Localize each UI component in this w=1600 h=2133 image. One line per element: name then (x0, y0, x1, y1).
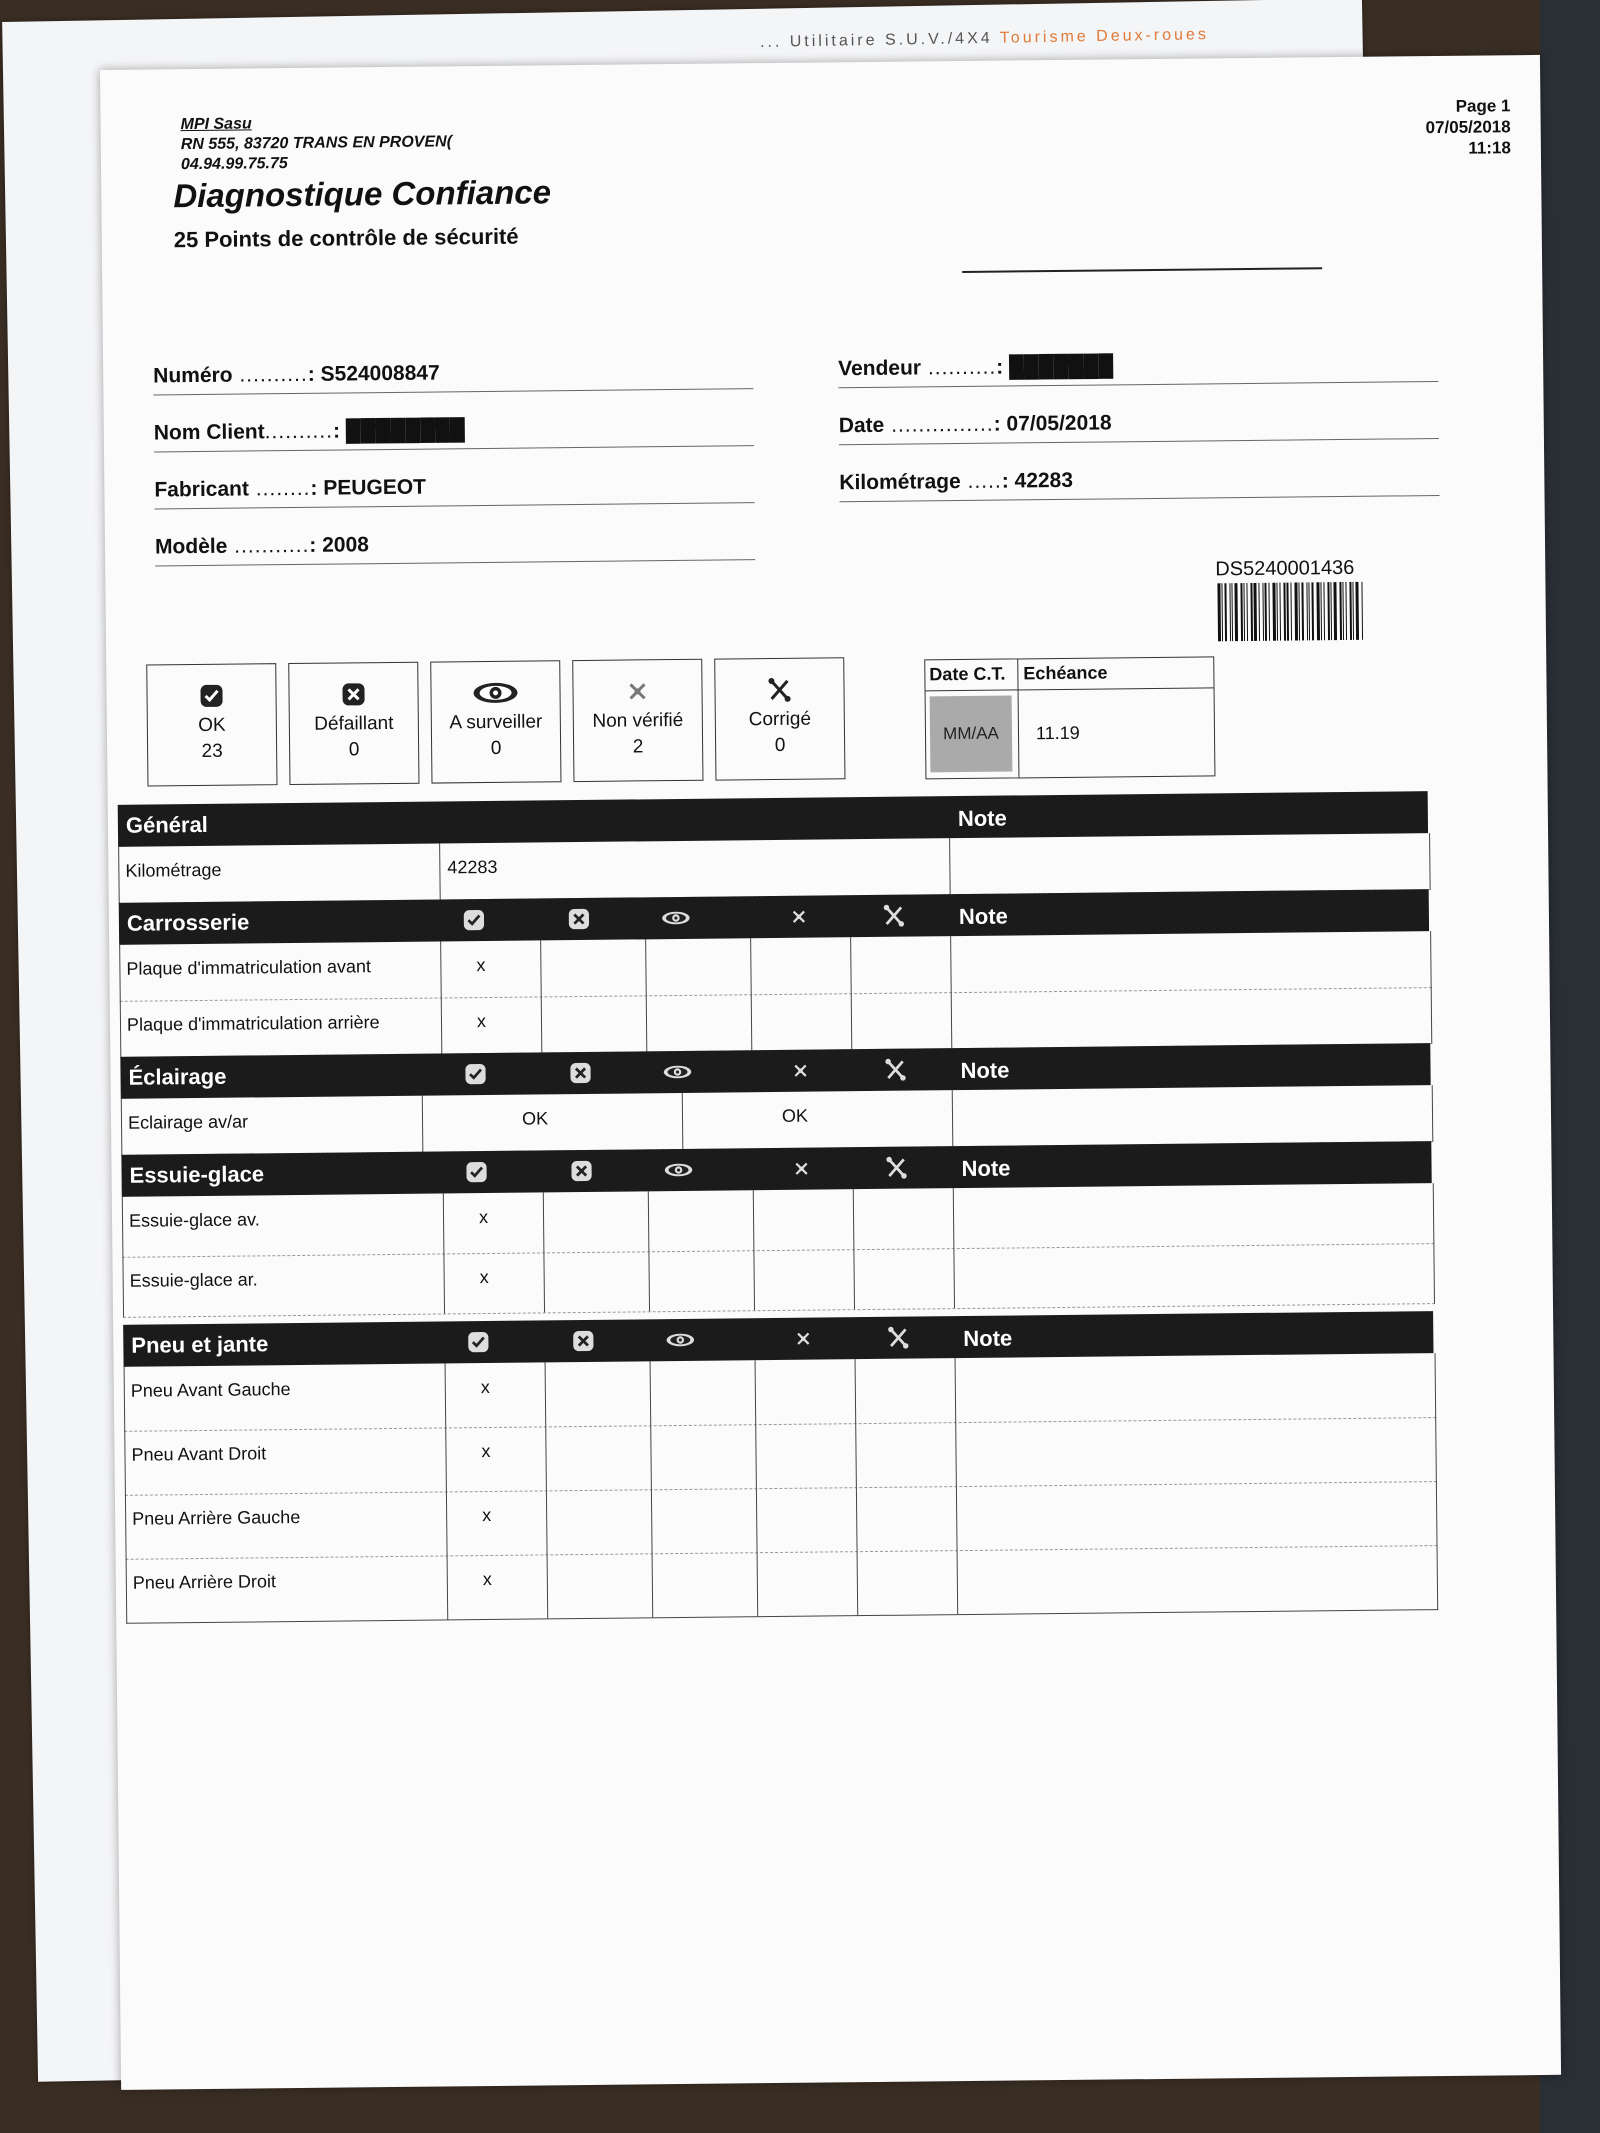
column-divider (957, 1550, 959, 1614)
column-divider (646, 995, 648, 1051)
column-divider (648, 1251, 650, 1311)
barcode-bar (1352, 582, 1354, 640)
field-fabricant: Fabricant ........: PEUGEOT (154, 472, 754, 509)
barcode-bar (1308, 582, 1310, 640)
table-row: Essuie-glace av. x (122, 1183, 1435, 1258)
table-row: Pneu Arrière Gauche x (125, 1481, 1438, 1560)
section-general-header: Général Note (118, 791, 1428, 847)
barcode-bar (1268, 583, 1270, 641)
barcode-bar (1276, 583, 1278, 641)
column-divider (440, 941, 442, 997)
barcode-bar (1298, 582, 1300, 640)
wrench-icon (881, 1157, 911, 1179)
column-divider (955, 1358, 957, 1422)
section-carrosserie-header: Carrosserie Note (119, 889, 1429, 945)
barcode-bar (1294, 582, 1298, 640)
barcode-bar (1290, 583, 1292, 641)
table-row: Pneu Avant Droit x (124, 1417, 1437, 1496)
barcode-bar (1345, 582, 1347, 640)
barcode-bar (1333, 582, 1337, 640)
not-checked-icon (625, 679, 649, 703)
underlying-form-header: ... Utilitaire S.U.V./4X4 Tourisme Deux-roues (759, 26, 1210, 51)
check-icon (461, 1161, 491, 1183)
column-divider (445, 1363, 447, 1427)
column-divider (950, 936, 952, 992)
column-divider (757, 1552, 759, 1616)
section-essuie-glace-header: Essuie-glace Note (121, 1141, 1431, 1197)
barcode-bar (1224, 583, 1227, 641)
barcode-bar (1272, 583, 1276, 641)
column-divider (955, 1422, 957, 1486)
barcode-bar (1316, 582, 1320, 640)
barcode-bar (1234, 583, 1238, 641)
column-divider (755, 1360, 757, 1424)
cross-icon (568, 1330, 598, 1352)
page-subtitle: 25 Points de contrôle de sécurité (173, 223, 519, 253)
barcode-bar (1221, 583, 1223, 641)
eye-icon (471, 681, 519, 706)
column-divider (750, 938, 752, 994)
column-divider (650, 1361, 652, 1425)
barcode-bar (1320, 582, 1322, 640)
column-divider (446, 1491, 448, 1555)
ct-sticker: MM/AA (930, 695, 1013, 772)
column-divider (853, 1189, 855, 1249)
wrench-icon (883, 1327, 913, 1349)
column-divider (851, 993, 853, 1049)
barcode-bar (1279, 583, 1281, 641)
barcode-bar (1286, 583, 1289, 641)
barcode-bar (1246, 583, 1248, 641)
summary-a-surveiller: A surveiller 0 (430, 660, 561, 783)
column-divider (540, 940, 542, 996)
cross-icon (566, 1160, 596, 1182)
column-divider (545, 1362, 547, 1426)
barcode-bar (1264, 583, 1267, 641)
column-divider (756, 1488, 758, 1552)
barcode-bar (1301, 582, 1304, 640)
column-divider (853, 1249, 855, 1309)
table-row: Pneu Arrière Droit x (126, 1545, 1439, 1624)
column-divider (443, 1193, 445, 1253)
page-number: Page 1 (1455, 96, 1511, 116)
wrench-icon (880, 1059, 910, 1081)
summary-corrige: Corrigé 0 (714, 657, 845, 780)
check-icon (463, 1331, 493, 1353)
controle-technique-box (924, 656, 1215, 779)
barcode-bar (1355, 582, 1359, 640)
ct-echeance-label: Echéance (1023, 662, 1108, 684)
column-divider (855, 1359, 857, 1423)
field-modele: Modèle ...........: 2008 (155, 529, 755, 566)
table-row: Kilométrage 42283 (118, 833, 1431, 904)
check-icon (459, 909, 489, 931)
eye-icon (663, 1159, 693, 1181)
column-divider (850, 937, 852, 993)
column-divider (753, 1250, 755, 1310)
not-checked-icon (788, 1328, 818, 1350)
page-title: Diagnostique Confiance (173, 173, 552, 215)
barcode (1217, 581, 1408, 641)
print-time: 11:18 (1468, 138, 1511, 158)
company-address: RN 555, 83720 TRANS EN PROVEN( (180, 133, 453, 154)
column-divider (543, 1192, 545, 1252)
company-info (180, 112, 452, 175)
column-divider (645, 939, 647, 995)
column-divider (856, 1487, 858, 1551)
column-divider (650, 1425, 652, 1489)
company-phone: 04.94.99.75.75 (180, 155, 288, 174)
check-icon (199, 684, 223, 708)
column-divider (755, 1424, 757, 1488)
barcode-number: DS5240001436 (1215, 556, 1355, 581)
column-divider (652, 1553, 654, 1617)
column-divider (855, 1423, 857, 1487)
column-divider (445, 1427, 447, 1491)
company-name: MPI Sasu (180, 115, 252, 134)
cross-icon (341, 682, 365, 706)
barcode-bar (1258, 583, 1260, 641)
column-divider (541, 996, 543, 1052)
table-row: Eclairage av/ar OK OK (121, 1085, 1434, 1156)
barcode-bar (1243, 583, 1245, 641)
column-divider (648, 1191, 650, 1251)
section-eclairage-header: Éclairage Note (120, 1043, 1430, 1099)
column-divider (753, 1190, 755, 1250)
table-row: Essuie-glace ar. x (122, 1243, 1435, 1318)
summary-defaillant: Défaillant 0 (288, 662, 419, 785)
column-divider (441, 997, 443, 1053)
barcode-bar (1253, 583, 1257, 641)
ct-echeance-value: 11.19 (1035, 722, 1080, 744)
table-row: Plaque d'immatriculation avant x (119, 931, 1432, 1002)
column-divider (857, 1551, 859, 1615)
field-kilometrage: Kilométrage .....: 42283 (839, 465, 1439, 502)
eye-icon (661, 907, 691, 929)
table-row: Pneu Avant Gauche x (124, 1353, 1437, 1432)
column-divider (953, 1248, 955, 1308)
summary-non-verifie: Non vérifié 2 (572, 659, 703, 782)
check-icon (460, 1063, 490, 1085)
field-numero: Numéro ..........: S524008847 (153, 358, 753, 395)
column-divider (447, 1555, 449, 1619)
column-divider (953, 1188, 955, 1248)
section-pneu-header: Pneu et jante Note (123, 1311, 1433, 1367)
page-info (1425, 95, 1511, 159)
summary-ok: OK 23 (146, 663, 277, 786)
signature-line (962, 267, 1322, 273)
eye-icon (662, 1061, 692, 1083)
not-checked-icon (785, 1060, 815, 1082)
wrench-icon (767, 677, 791, 703)
barcode-bar (1323, 582, 1325, 640)
eye-icon (665, 1329, 695, 1351)
field-nom-client: Nom Client..........: ████████ (154, 415, 754, 452)
barcode-bar (1217, 583, 1221, 641)
column-divider (956, 1486, 958, 1550)
not-checked-icon (784, 906, 814, 928)
column-divider (547, 1554, 549, 1618)
not-checked-icon (786, 1158, 816, 1180)
barcode-bar (1311, 582, 1314, 640)
column-divider (443, 1253, 445, 1313)
ct-date-label: Date C.T. (929, 663, 1006, 685)
column-divider (543, 1252, 545, 1312)
field-vendeur: Vendeur ..........: ███████ (838, 351, 1438, 388)
column-divider (751, 994, 753, 1050)
barcode-bar (1361, 582, 1363, 640)
cross-icon (565, 1062, 595, 1084)
cross-icon (564, 908, 594, 930)
column-divider (546, 1490, 548, 1554)
column-divider (545, 1426, 547, 1490)
barcode-bar (1342, 582, 1344, 640)
table-row: Plaque d'immatriculation arrière x (120, 987, 1433, 1058)
wrench-icon (879, 905, 909, 927)
column-divider (651, 1489, 653, 1553)
barcode-bar (1330, 582, 1332, 640)
barcode-bar (1231, 583, 1233, 641)
print-date: 07/05/2018 (1425, 117, 1511, 138)
column-divider (951, 992, 953, 1048)
inspection-report-page (100, 55, 1561, 2090)
field-date: Date ...............: 07/05/2018 (839, 408, 1439, 445)
